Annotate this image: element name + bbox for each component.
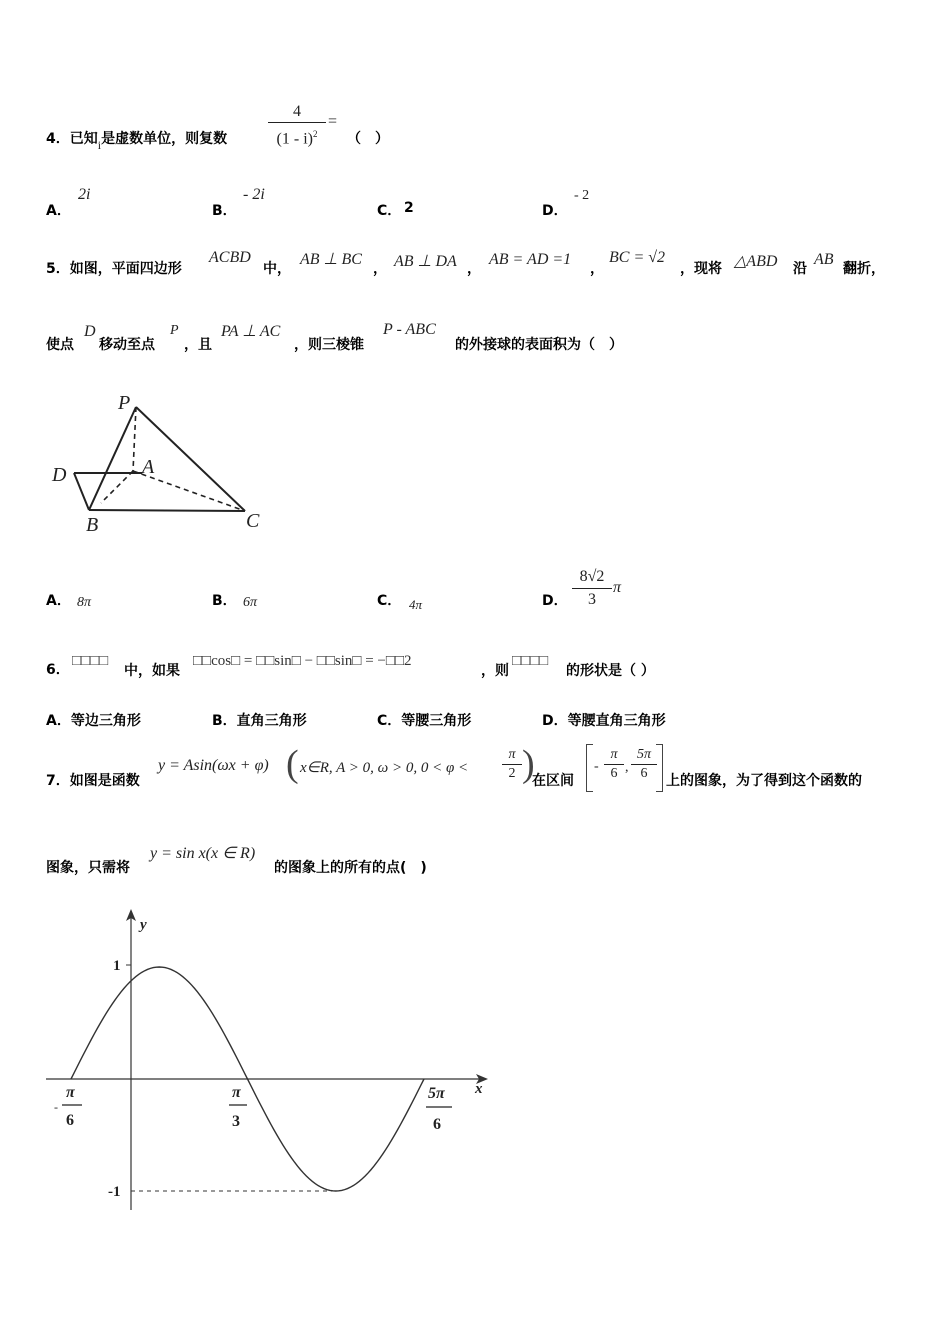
q7-line1 <box>46 770 140 790</box>
q4-option-a-label: A． <box>46 203 71 219</box>
q7-int-a-num: π <box>604 746 624 765</box>
q5-l2-math2: P <box>170 323 179 338</box>
label-c: C <box>246 510 260 532</box>
x-tick-mid-num: π <box>232 1084 241 1101</box>
label-p: P <box>118 392 131 414</box>
q5-option-a-label: A． <box>46 593 71 609</box>
label-a: A <box>142 456 155 478</box>
q4-option-c-value: 2 <box>404 200 414 216</box>
q7-graph <box>40 905 500 1220</box>
q5-text2: 中， <box>263 261 291 277</box>
q5-l2-math4: P - ABC <box>383 321 436 338</box>
q5-number: 5． <box>46 261 70 277</box>
q7-int-comma: , <box>625 760 629 775</box>
q4-option-b-value: - 2i <box>243 186 265 203</box>
q6-option-b <box>212 710 307 730</box>
q6-line <box>46 659 70 679</box>
y-axis-label: y <box>140 917 147 933</box>
q4-text2: 是虚数单位，则复数 <box>101 131 228 147</box>
q7-func: y = Asin(ωx + φ) <box>158 757 269 774</box>
q6-option-a-value: 等边三角形 <box>70 713 141 729</box>
q4-option-b-label: B． <box>212 203 237 219</box>
q6-option-a <box>46 710 141 730</box>
edge-ab-hidden <box>101 471 133 503</box>
q6-option-c <box>377 710 471 730</box>
q4-i-symbol: i <box>97 138 102 152</box>
x-tick-neg-prefix: - <box>54 1100 58 1114</box>
q5-l2-math3: PA ⊥ AC <box>221 323 281 340</box>
q5-option-c-value: 4π <box>409 597 423 612</box>
q7-int-lbracket <box>586 744 593 792</box>
q5-figure <box>46 385 276 540</box>
q6-option-c-label: C． <box>377 713 402 729</box>
q5-line1 <box>46 258 182 278</box>
q5-l2-text4: ，则三棱锥 <box>294 337 364 353</box>
edge-pa-hidden <box>133 407 136 471</box>
q5-sep3: ， <box>590 261 604 277</box>
q6-text1: 中，如果 <box>124 663 180 679</box>
q7-l2-text2: 的图象上的所有的点( ) <box>274 860 427 876</box>
q5-sep2: ， <box>467 261 481 277</box>
q7-int-a <box>604 746 624 783</box>
q6-number: 6． <box>46 662 70 678</box>
label-d: D <box>52 464 67 486</box>
x-axis-label: x <box>475 1081 483 1097</box>
q4-text1: 已知 <box>69 131 98 147</box>
q7-int-b-num: 5π <box>631 746 657 765</box>
q7-cond-frac <box>502 746 522 783</box>
q6-option-c-value: 等腰三角形 <box>401 713 472 729</box>
q7-int-b-den: 6 <box>640 766 648 781</box>
q7-int-rbracket <box>656 744 663 792</box>
q5-option-b-value: 6π <box>243 595 258 610</box>
q7-cond-lparen: ( <box>286 743 299 785</box>
q5-text4: 沿 <box>793 261 807 277</box>
q7-cond: x∈R, A > 0, ω > 0, 0 < φ < <box>300 760 469 776</box>
q5-option-d-fraction <box>572 566 612 611</box>
q5-math5: BC = √2 <box>609 249 666 266</box>
q4-equals: = <box>328 113 338 130</box>
y-tick-label-neg1: -1 <box>108 1184 121 1200</box>
q5-l2-text2: 移动至点 <box>99 337 155 353</box>
q5-math3: AB ⊥ DA <box>394 253 457 270</box>
q5-math7: AB <box>814 251 834 268</box>
q5-math4: AB = AD =1 <box>489 251 572 268</box>
q6-option-a-label: A． <box>46 713 71 729</box>
x-tick-end-num: 5π <box>428 1085 445 1102</box>
q5-option-d-den: 3 <box>588 591 596 608</box>
label-b: B <box>86 514 99 536</box>
q5-text5: 翻折， <box>843 261 885 277</box>
q6-garbled1: □□□□ <box>72 653 109 669</box>
q5-sep1: ， <box>373 261 387 277</box>
q4-option-d-label: D． <box>542 203 568 219</box>
q5-math2: AB ⊥ BC <box>300 251 362 268</box>
q4-option-c-label: C． <box>377 203 402 219</box>
q5-text3: ，现将 <box>680 261 722 277</box>
q4-frac-den-exp: 2 <box>312 129 318 139</box>
q4-option-d-value: - 2 <box>574 188 590 203</box>
q6-garbled2: □□cos□ = □□sin□ − □□sin□ = −□□2 <box>193 653 412 669</box>
q7-cond-den: 2 <box>508 766 516 781</box>
q4-option-a-value: 2i <box>78 186 91 203</box>
q5-math1: ACBD <box>209 249 251 266</box>
q6-option-d <box>542 710 666 730</box>
q5-l2-math1: D <box>84 323 96 340</box>
q6-text2: ，则 <box>481 663 509 679</box>
q6-option-b-label: B． <box>212 713 237 729</box>
q7-l2-text1: 图象，只需将 <box>46 860 130 876</box>
q7-cond-num: π <box>502 746 522 765</box>
q4-line <box>46 128 228 152</box>
q5-option-b-label: B． <box>212 593 237 609</box>
x-tick-neg-den: 6 <box>66 1112 74 1129</box>
q5-option-a-value: 8π <box>77 595 92 610</box>
q5-math6: △ABD <box>734 253 778 270</box>
q7-cond-rparen: ) <box>522 743 535 785</box>
q7-int-minus: - <box>594 759 599 774</box>
q5-option-d-pi: π <box>613 579 622 596</box>
q7-l2-func: y = sin x(x ∈ R) <box>150 845 256 862</box>
q6-text3: 的形状是（ ） <box>566 663 655 679</box>
edge-bc <box>89 510 245 511</box>
q4-frac-den: (1 - i) <box>276 130 313 148</box>
q4-fraction <box>268 102 326 150</box>
x-tick-mid-den: 3 <box>232 1113 240 1130</box>
edge-bp <box>89 407 136 510</box>
q7-text3: 上的图象，为了得到这个函数的 <box>666 773 862 789</box>
y-tick-label-1: 1 <box>113 958 121 974</box>
q5-l2-text3: ，且 <box>184 337 212 353</box>
q5-option-c-label: C． <box>377 593 402 609</box>
q6-option-b-value: 直角三角形 <box>236 713 307 729</box>
x-tick-end-den: 6 <box>433 1116 441 1133</box>
edge-db <box>74 473 89 510</box>
q7-number: 7． <box>46 773 70 789</box>
q5-option-d-num: 8√2 <box>572 566 612 589</box>
q6-option-d-value: 等腰直角三角形 <box>567 713 666 729</box>
q7-int-a-den: 6 <box>610 766 618 781</box>
q6-option-d-label: D． <box>542 713 568 729</box>
q5-l2-text5: 的外接球的表面积为（ ） <box>455 337 623 353</box>
q4-paren: （ ） <box>347 131 389 147</box>
q5-text1: 如图，平面四边形 <box>69 261 182 277</box>
q4-number: 4． <box>46 131 70 147</box>
q5-l2-text1: 使点 <box>46 337 74 353</box>
x-tick-neg-num: π <box>66 1084 75 1101</box>
q7-text1: 如图是函数 <box>69 773 140 789</box>
q4-frac-num: 4 <box>268 102 326 123</box>
q6-garbled3: □□□□ <box>512 653 549 669</box>
q7-int-b <box>631 746 657 783</box>
q5-option-d-label: D． <box>542 593 568 609</box>
q7-text2: 在区间 <box>532 773 574 789</box>
